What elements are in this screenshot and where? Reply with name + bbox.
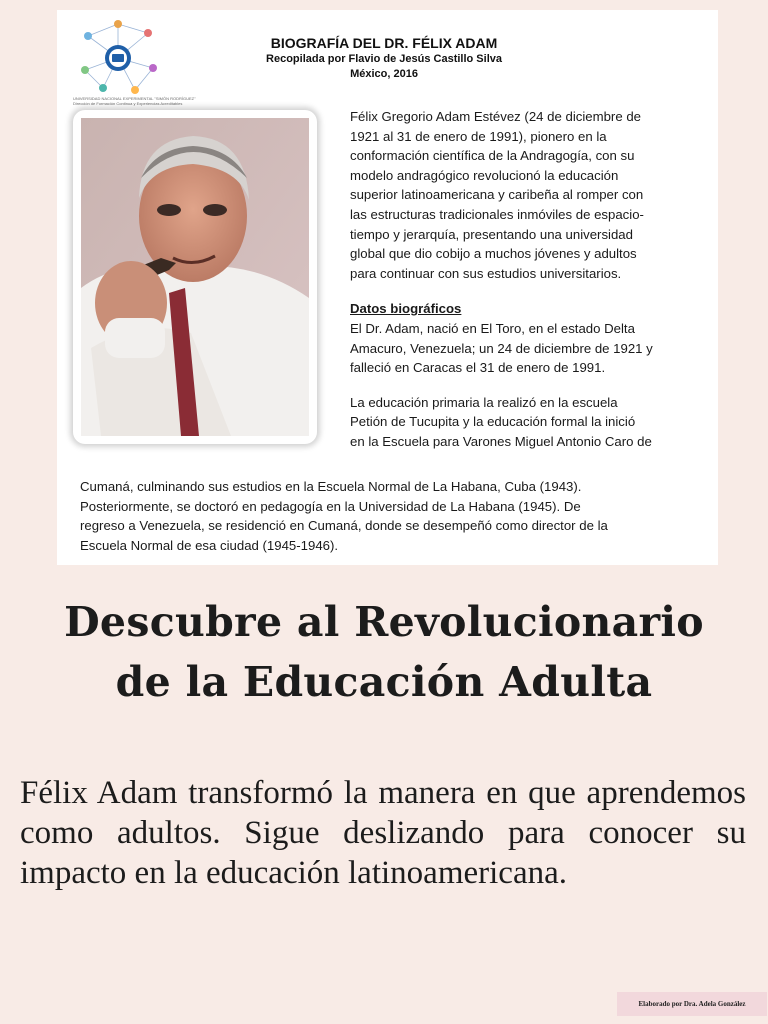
headline-line-2: de la Educación Adulta [115,658,653,706]
university-logo [73,18,196,110]
intro-line: modelo andragógico revolucionó la educación [350,167,619,183]
headline-line-1: Descubre al Revolucionario [64,598,704,646]
body-text: Félix Adam transformó la manera en que aprendemos como adultos. Sigue deslizando para conocer su impacto en la educación latinoamericana. [20,775,746,891]
credit-badge: Elaborado por Dra. Adela González [617,992,767,1016]
biography-text-column [350,107,692,452]
intro-line: global que dio cobijo a muchos jóvenes y adultos [350,246,637,262]
bio-line: Amacuro, Venezuela; un 24 de diciembre de 1921 y [350,340,653,356]
intro-line: Félix Gregorio Adam Estévez (24 de diciembre de [350,109,641,124]
bio-line: falleció en Caracas el 31 de enero de 1991. [350,360,606,376]
document-subtitle: Recopilada por Flavio de Jesús Castillo Silva [266,53,502,65]
edu-line: Petión de Tucupita y la educación formal la inició [350,414,636,430]
bio-line: El Dr. Adam, nació en El Toro, en el estado Delta [350,320,635,336]
full-line: Posteriormente, se doctoró en pedagogía en la Universidad de La Habana (1945). De [80,498,581,514]
document-place-date: México, 2016 [350,68,418,80]
document-title: BIOGRAFÍA DEL DR. FÉLIX ADAM [270,35,498,51]
edu-line: La educación primaria la realizó en la escuela [350,394,618,410]
edu-line: en la Escuela para Varones Miguel Antonio Caro de [350,433,652,449]
portrait-photo [73,110,317,444]
intro-line: las estructuras tradicionales inmóviles de espacio- [350,206,644,222]
network-logo-icon [73,18,163,96]
intro-line: tiempo y jerarquía, presentando una universidad [350,226,633,242]
intro-line: superior latinoamericana y caribeña al romper con [350,187,644,203]
intro-line: conformación científica de la Andragogía, con su [350,148,635,164]
logo-caption-2: Dirección de Formación Continua y Experiencias Acreditables [73,101,183,106]
portrait-image [81,118,309,436]
document-header [207,34,561,82]
full-line: Escuela Normal de esa ciudad (1945-1946). [80,537,339,553]
intro-line: 1921 al 31 de enero de 1991), pionero en la [350,128,607,144]
logo-caption-1: UNIVERSIDAD NACIONAL EXPERIMENTAL "SIMÓN RODRÍGUEZ" [73,96,196,101]
section-heading: Datos biográficos [350,301,462,317]
full-line: regreso a Venezuela, se residenció en Cumaná, donde se desempeñó como director de la [80,518,608,534]
headline [0,592,768,712]
intro-line: para continuar con sus estudios universitarios. [350,265,622,281]
biography-full-width-text [80,477,700,555]
full-line: Cumaná, culminando sus estudios en la Escuela Normal de La Habana, Cuba (1943). [80,479,582,494]
biography-document [57,10,718,565]
